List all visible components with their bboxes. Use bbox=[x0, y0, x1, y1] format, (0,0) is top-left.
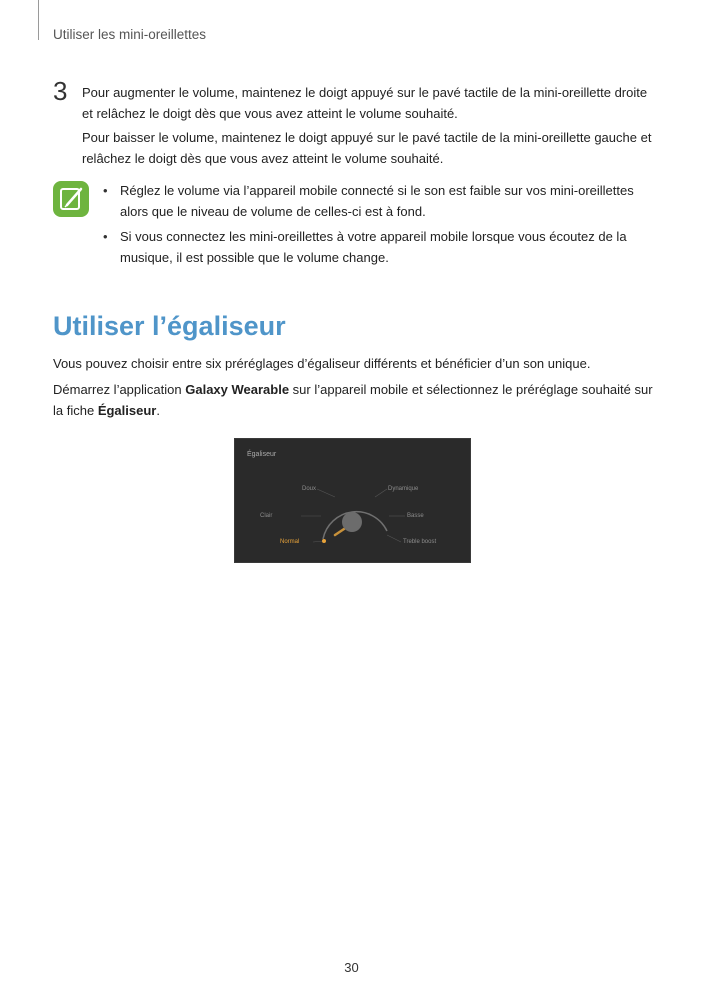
instruction-text: Démarrez l’application bbox=[53, 382, 186, 397]
running-header: Utiliser les mini-oreillettes bbox=[53, 27, 207, 42]
step-paragraph-2: Pour baisser le volume, maintenez le doigt appuyé sur le pavé tactile de la mini-oreillette gauche et relâchez le doigt dès que vous avez atteint le volume souhaité. bbox=[82, 130, 652, 166]
step-number: 3 bbox=[53, 76, 68, 106]
section-title: Utiliser l’égaliseur bbox=[53, 311, 286, 341]
note-item: Réglez le volume via l’appareil mobile connecté si le son est faible sur vos mini-oreillettes alors que le niveau de volume de celles-ci est à fond. bbox=[120, 183, 634, 219]
note-pencil-icon bbox=[53, 181, 89, 217]
eq-preset-clair[interactable]: Clair bbox=[260, 513, 273, 519]
eq-preset-dynamique[interactable]: Dynamique bbox=[388, 486, 419, 492]
page-number: 30 bbox=[344, 960, 359, 975]
step-paragraph-1: Pour augmenter le volume, maintenez le doigt appuyé sur le pavé tactile de la mini-oreillette droite et relâchez le doigt dès que vous avez atteint le volume souhaité. bbox=[82, 85, 648, 121]
eq-knob[interactable] bbox=[342, 512, 362, 532]
instruction-text: . bbox=[156, 403, 160, 418]
header-rule bbox=[38, 0, 39, 40]
app-name: Galaxy Wearable bbox=[185, 382, 290, 397]
section-intro: Vous pouvez choisir entre six préréglages d’égaliseur différents et bénéficier d’un son unique. bbox=[53, 356, 591, 371]
bullet-marker: • bbox=[103, 183, 108, 198]
eq-preset-doux[interactable]: Doux bbox=[302, 486, 317, 492]
eq-preset-basse[interactable]: Basse bbox=[407, 513, 424, 519]
eq-preset-treble-boost[interactable]: Treble boost bbox=[403, 539, 437, 545]
eq-preset-normal[interactable]: Normal bbox=[280, 539, 300, 545]
bullet-marker: • bbox=[103, 229, 108, 244]
eq-selected-dot bbox=[322, 539, 326, 543]
tab-name: Égaliseur bbox=[97, 403, 157, 418]
note-item: Si vous connectez les mini-oreillettes à votre appareil mobile lorsque vous écoutez de la musique, il est possible que le volume change. bbox=[120, 229, 627, 265]
section-instruction bbox=[53, 379, 653, 421]
equalizer-title: Égaliseur bbox=[247, 451, 277, 458]
instruction-text: sur l’appareil mobile et sélectionnez le préréglage souhaité sur la fiche bbox=[53, 382, 653, 418]
equalizer-screenshot bbox=[234, 438, 471, 563]
